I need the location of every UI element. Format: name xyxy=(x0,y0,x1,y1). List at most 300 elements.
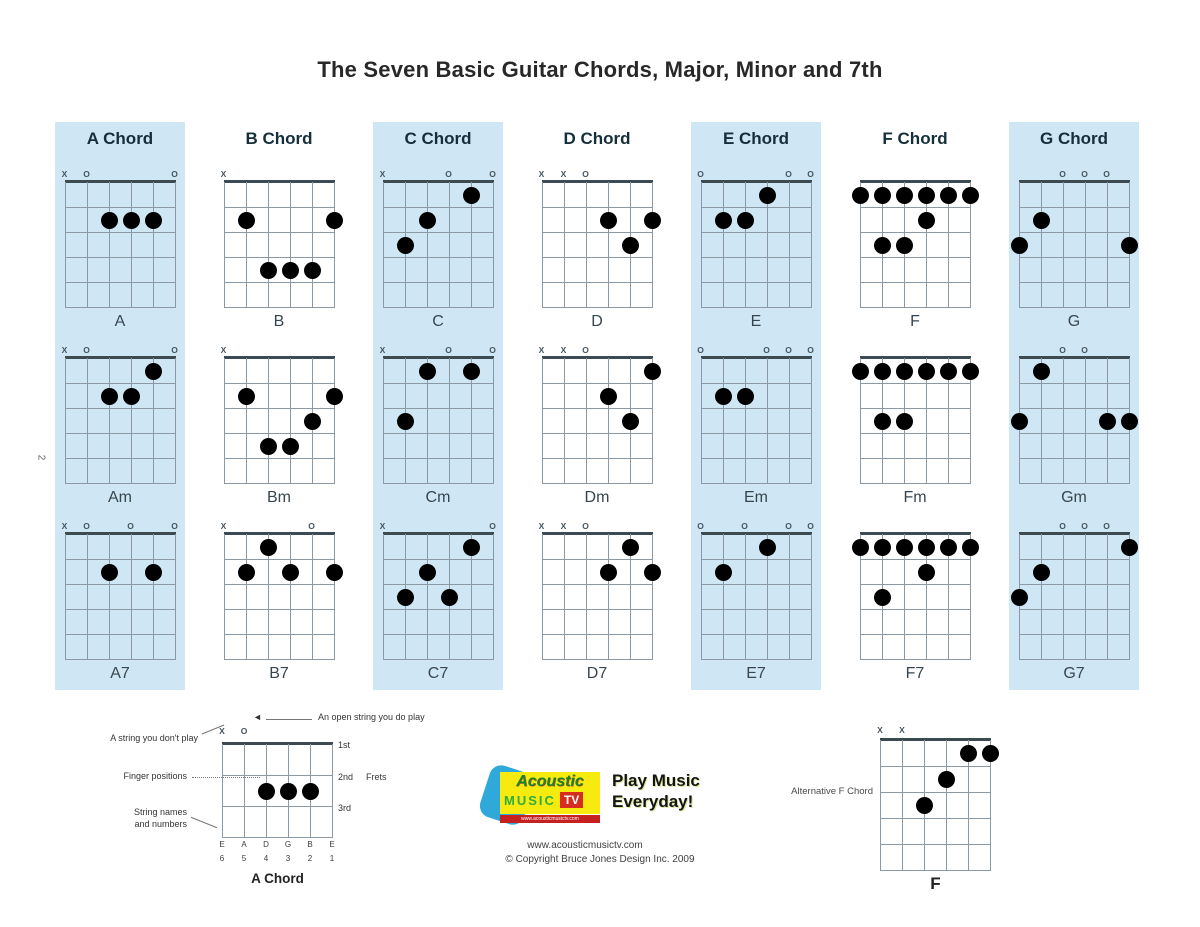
logo-tagline xyxy=(612,770,700,812)
legend-frets-word: Frets xyxy=(366,772,387,782)
finger-dot xyxy=(759,187,776,204)
nut-line xyxy=(701,356,812,359)
string-line xyxy=(789,182,790,308)
chord-name-label: G xyxy=(1067,313,1081,330)
string-number: 5 xyxy=(241,854,247,863)
open-string-marker: O xyxy=(1081,169,1088,179)
fret-line xyxy=(383,282,494,283)
chord-name-label: Cm xyxy=(425,489,451,506)
open-string-marker: O xyxy=(1081,521,1088,531)
fret-line xyxy=(860,257,971,258)
connector-line xyxy=(191,817,217,828)
fret-line xyxy=(880,818,991,819)
finger-dot xyxy=(145,363,162,380)
legend-string-numbers xyxy=(219,854,335,866)
string-number: 6 xyxy=(219,854,225,863)
fret-line xyxy=(880,766,991,767)
fret-line xyxy=(1019,559,1130,560)
string-line xyxy=(383,358,384,484)
finger-dot xyxy=(280,783,297,800)
string-line xyxy=(246,358,247,484)
column-header: A Chord xyxy=(86,129,154,148)
string-line xyxy=(153,534,154,660)
muted-string-marker: X xyxy=(379,521,386,531)
string-line xyxy=(449,358,450,484)
fret-line xyxy=(1019,584,1130,585)
string-line xyxy=(608,358,609,484)
chord-block xyxy=(877,712,991,894)
chord-name-label: E xyxy=(750,313,762,330)
muted-string-marker: X xyxy=(220,169,227,179)
open-string-marker: O xyxy=(582,345,589,355)
fretboard xyxy=(65,358,176,484)
finger-dot xyxy=(1011,589,1028,606)
open-string-marker: O xyxy=(489,169,496,179)
nut-line xyxy=(65,532,176,535)
legend-open-play-label: An open string you do play xyxy=(318,712,425,722)
open-string-marker: O xyxy=(1059,521,1066,531)
finger-dot xyxy=(600,388,617,405)
fret-line xyxy=(701,408,812,409)
string-number: 3 xyxy=(285,854,291,863)
fret-line xyxy=(1019,232,1130,233)
fretboard xyxy=(701,358,812,484)
fret-line xyxy=(860,559,971,560)
string-line xyxy=(1063,358,1064,484)
finger-dot xyxy=(397,237,414,254)
legend-string-names-line2: and numbers xyxy=(134,819,187,829)
fret-line xyxy=(224,559,335,560)
open-string-marker: O xyxy=(445,345,452,355)
fret-line xyxy=(542,307,653,308)
finger-dot xyxy=(960,745,977,762)
chord-column xyxy=(214,122,344,690)
alternative-f-diagram xyxy=(877,712,991,894)
string-line xyxy=(222,744,223,838)
string-line xyxy=(109,182,110,308)
finger-dot xyxy=(397,413,414,430)
string-line xyxy=(564,534,565,660)
chord-block xyxy=(691,508,821,684)
fret-line xyxy=(701,433,812,434)
string-line xyxy=(1041,182,1042,308)
fret-line xyxy=(222,806,333,807)
fret-line xyxy=(65,584,176,585)
chord-name-label: Am xyxy=(108,489,132,506)
chord-column xyxy=(1009,122,1139,690)
string-line xyxy=(224,358,225,484)
column-header: E Chord xyxy=(722,129,790,148)
finger-dot xyxy=(1033,212,1050,229)
string-line xyxy=(65,358,66,484)
open-string-marker: O xyxy=(697,169,704,179)
logo-url-strip xyxy=(500,815,600,823)
finger-dot xyxy=(940,363,957,380)
fretboard xyxy=(65,534,176,660)
fret-line xyxy=(701,634,812,635)
nut-line xyxy=(1019,180,1130,183)
chord-block xyxy=(214,332,344,508)
open-string-marker: O xyxy=(1103,521,1110,531)
fret-line xyxy=(383,559,494,560)
string-line xyxy=(427,534,428,660)
finger-dot xyxy=(1121,539,1138,556)
finger-dot xyxy=(852,539,869,556)
open-string-marker: O xyxy=(83,521,90,531)
string-line xyxy=(811,534,812,660)
string-line xyxy=(723,358,724,484)
tagline-line1: Play Music xyxy=(612,771,700,790)
finger-dot xyxy=(715,212,732,229)
finger-dot xyxy=(1121,237,1138,254)
finger-dot xyxy=(463,363,480,380)
finger-dot xyxy=(982,745,999,762)
string-line xyxy=(290,358,291,484)
finger-dot xyxy=(600,564,617,581)
finger-dot xyxy=(326,388,343,405)
string-line xyxy=(745,358,746,484)
finger-dot xyxy=(463,539,480,556)
chord-block xyxy=(373,332,503,508)
tagline-line2: Everyday! xyxy=(612,792,694,811)
finger-dot xyxy=(896,539,913,556)
finger-dot xyxy=(737,212,754,229)
nut-line xyxy=(860,180,971,183)
string-line xyxy=(789,358,790,484)
legend-fret-3-label: 3rd xyxy=(338,803,352,813)
finger-dot xyxy=(302,783,319,800)
chord-block xyxy=(219,713,333,838)
fret-line xyxy=(65,634,176,635)
string-line xyxy=(334,358,335,484)
chord-name-label: D7 xyxy=(586,665,608,682)
chord-column xyxy=(850,122,980,690)
fret-line xyxy=(383,257,494,258)
chord-name-label: Fm xyxy=(903,489,927,506)
nut-line xyxy=(222,742,333,745)
string-line xyxy=(564,182,565,308)
column-header: C Chord xyxy=(404,129,472,148)
string-line xyxy=(383,182,384,308)
finger-dot xyxy=(918,363,935,380)
fret-line xyxy=(224,458,335,459)
muted-string-marker: X xyxy=(538,521,545,531)
string-line xyxy=(745,534,746,660)
open-string-marker: O xyxy=(807,521,814,531)
chord-grid xyxy=(55,122,1139,690)
fret-line xyxy=(542,257,653,258)
fret-line xyxy=(224,383,335,384)
string-letter: G xyxy=(284,840,292,849)
finger-dot xyxy=(1011,237,1028,254)
legend-fret-1-label: 1st xyxy=(338,740,351,750)
fretboard xyxy=(701,534,812,660)
string-line xyxy=(586,358,587,484)
legend-string-names-line1: String names xyxy=(133,807,187,817)
fret-line xyxy=(224,634,335,635)
fretboard xyxy=(224,358,335,484)
fret-line xyxy=(383,433,494,434)
finger-dot xyxy=(940,187,957,204)
fret-line xyxy=(542,458,653,459)
finger-dot xyxy=(145,564,162,581)
muted-string-marker: X xyxy=(877,725,883,735)
finger-dot xyxy=(238,564,255,581)
fret-line xyxy=(222,837,333,838)
column-header: F Chord xyxy=(882,129,948,148)
string-line xyxy=(1063,534,1064,660)
fretboard xyxy=(542,534,653,660)
fret-line xyxy=(860,383,971,384)
fret-line xyxy=(65,433,176,434)
muted-string-marker: X xyxy=(61,169,68,179)
string-letter: E xyxy=(219,840,225,849)
nut-line xyxy=(701,532,812,535)
finger-dot xyxy=(622,237,639,254)
chord-name-label: B7 xyxy=(269,665,289,682)
string-line xyxy=(542,182,543,308)
fret-line xyxy=(65,257,176,258)
string-line xyxy=(880,740,881,871)
string-line xyxy=(268,358,269,484)
nut-line xyxy=(383,180,494,183)
fret-line xyxy=(542,483,653,484)
fret-line xyxy=(860,634,971,635)
finger-dot xyxy=(962,363,979,380)
fret-line xyxy=(65,307,176,308)
finger-dot xyxy=(397,589,414,606)
string-line xyxy=(224,534,225,660)
string-number: 4 xyxy=(263,854,269,863)
string-line xyxy=(586,534,587,660)
fret-line xyxy=(383,458,494,459)
string-line xyxy=(586,182,587,308)
muted-string-marker: X xyxy=(538,169,545,179)
fret-line xyxy=(224,433,335,434)
finger-dot xyxy=(644,564,661,581)
muted-string-marker: X xyxy=(61,345,68,355)
string-line xyxy=(131,534,132,660)
open-string-marker: O xyxy=(83,345,90,355)
muted-string-marker: X xyxy=(219,726,225,736)
chord-column xyxy=(55,122,185,690)
string-line xyxy=(1085,534,1086,660)
finger-dot xyxy=(874,589,891,606)
string-line xyxy=(789,534,790,660)
string-letter: B xyxy=(307,840,313,849)
string-line xyxy=(811,358,812,484)
finger-dot xyxy=(304,413,321,430)
finger-dot xyxy=(896,237,913,254)
chord-name-label: A xyxy=(114,313,126,330)
finger-dot xyxy=(715,388,732,405)
string-line xyxy=(332,744,333,838)
finger-dot xyxy=(1121,413,1138,430)
nut-line xyxy=(880,738,991,741)
chord-block xyxy=(55,508,185,684)
fretboard xyxy=(383,182,494,308)
muted-string-marker: X xyxy=(538,345,545,355)
fret-line xyxy=(542,433,653,434)
fret-line xyxy=(701,257,812,258)
fretboard xyxy=(1019,182,1130,308)
finger-dot xyxy=(918,187,935,204)
fret-line xyxy=(383,483,494,484)
finger-dot xyxy=(938,771,955,788)
fret-line xyxy=(224,232,335,233)
fret-line xyxy=(1019,609,1130,610)
copyright-notice: © Copyright Bruce Jones Design Inc. 2009 xyxy=(505,854,695,865)
string-line xyxy=(290,534,291,660)
finger-dot xyxy=(419,564,436,581)
string-line xyxy=(701,534,702,660)
string-line xyxy=(244,744,245,838)
finger-dot xyxy=(737,388,754,405)
finger-dot xyxy=(282,438,299,455)
string-line xyxy=(723,534,724,660)
finger-dot xyxy=(1011,413,1028,430)
string-line xyxy=(175,182,176,308)
nut-line xyxy=(224,532,335,535)
legend-example-label: A Chord xyxy=(251,871,304,886)
string-line xyxy=(131,182,132,308)
finger-dot xyxy=(282,262,299,279)
fret-line xyxy=(65,483,176,484)
open-string-marker: O xyxy=(489,345,496,355)
fret-line xyxy=(1019,207,1130,208)
string-line xyxy=(1063,182,1064,308)
column-header: B Chord xyxy=(245,129,313,148)
fret-line xyxy=(383,634,494,635)
finger-dot xyxy=(916,797,933,814)
finger-dot xyxy=(1099,413,1116,430)
alternative-f-caption: Alternative F Chord xyxy=(791,786,873,797)
fret-line xyxy=(701,458,812,459)
fret-line xyxy=(880,844,991,845)
finger-dot xyxy=(852,187,869,204)
fret-line xyxy=(701,483,812,484)
string-line xyxy=(608,534,609,660)
chord-name-label: C xyxy=(432,313,444,330)
finger-dot xyxy=(238,212,255,229)
fret-line xyxy=(383,207,494,208)
fret-line xyxy=(542,559,653,560)
muted-string-marker: X xyxy=(560,169,567,179)
finger-dot xyxy=(874,413,891,430)
chord-name-label: B xyxy=(273,313,285,330)
string-line xyxy=(449,182,450,308)
fret-line xyxy=(224,282,335,283)
column-header: D Chord xyxy=(563,129,631,148)
nut-line xyxy=(1019,356,1130,359)
finger-dot xyxy=(644,212,661,229)
nut-line xyxy=(383,356,494,359)
open-string-marker: O xyxy=(741,521,748,531)
nut-line xyxy=(65,180,176,183)
string-line xyxy=(383,534,384,660)
finger-dot xyxy=(918,564,935,581)
finger-dot xyxy=(918,212,935,229)
chord-name-label: D xyxy=(591,313,603,330)
open-string-marker: O xyxy=(127,521,134,531)
open-string-marker: O xyxy=(1059,169,1066,179)
string-line xyxy=(312,182,313,308)
open-string-marker: O xyxy=(171,345,178,355)
fret-line xyxy=(1019,408,1130,409)
chord-name-label: Bm xyxy=(267,489,291,506)
fret-line xyxy=(222,775,333,776)
legend-fret-2-label: 2nd xyxy=(338,772,354,782)
fret-line xyxy=(224,659,335,660)
finger-dot xyxy=(940,539,957,556)
chord-block xyxy=(532,508,662,684)
fretboard xyxy=(542,358,653,484)
string-line xyxy=(153,182,154,308)
string-line xyxy=(564,358,565,484)
chord-name-label: A7 xyxy=(110,665,130,682)
open-string-marker: O xyxy=(171,521,178,531)
website-url: www.acousticmusictv.com xyxy=(527,840,643,851)
fretboard xyxy=(383,534,494,660)
fret-line xyxy=(383,307,494,308)
muted-string-marker: X xyxy=(220,345,227,355)
fret-line xyxy=(65,232,176,233)
string-line xyxy=(109,358,110,484)
chord-block xyxy=(373,156,503,332)
fret-line xyxy=(701,584,812,585)
finger-dot xyxy=(304,262,321,279)
finger-dot xyxy=(896,363,913,380)
chord-block xyxy=(850,332,980,508)
finger-dot xyxy=(962,539,979,556)
chord-block xyxy=(373,508,503,684)
fret-line xyxy=(383,383,494,384)
fret-line xyxy=(860,609,971,610)
finger-dot xyxy=(282,564,299,581)
logo-acoustic-text: Acoustic xyxy=(516,773,584,790)
fret-line xyxy=(1019,282,1130,283)
string-line xyxy=(493,182,494,308)
column-header: G Chord xyxy=(1040,129,1108,148)
muted-string-marker: X xyxy=(220,521,227,531)
legend-example-diagram xyxy=(219,713,335,886)
finger-dot xyxy=(145,212,162,229)
fret-line xyxy=(860,483,971,484)
string-letter: A xyxy=(241,840,247,849)
muted-string-marker: X xyxy=(560,521,567,531)
fret-line xyxy=(880,870,991,871)
chord-block xyxy=(55,332,185,508)
open-string-marker: O xyxy=(1103,169,1110,179)
fret-line xyxy=(65,207,176,208)
string-line xyxy=(224,182,225,308)
finger-dot xyxy=(326,564,343,581)
fret-line xyxy=(383,609,494,610)
fret-line xyxy=(65,458,176,459)
fretboard xyxy=(880,740,991,871)
string-line xyxy=(542,358,543,484)
fret-line xyxy=(860,232,971,233)
fret-line xyxy=(65,282,176,283)
fret-line xyxy=(860,282,971,283)
string-line xyxy=(1085,182,1086,308)
fret-line xyxy=(65,383,176,384)
fretboard xyxy=(222,744,333,838)
string-line xyxy=(902,740,903,871)
muted-string-marker: X xyxy=(899,725,905,735)
string-line xyxy=(109,534,110,660)
fret-line xyxy=(701,307,812,308)
